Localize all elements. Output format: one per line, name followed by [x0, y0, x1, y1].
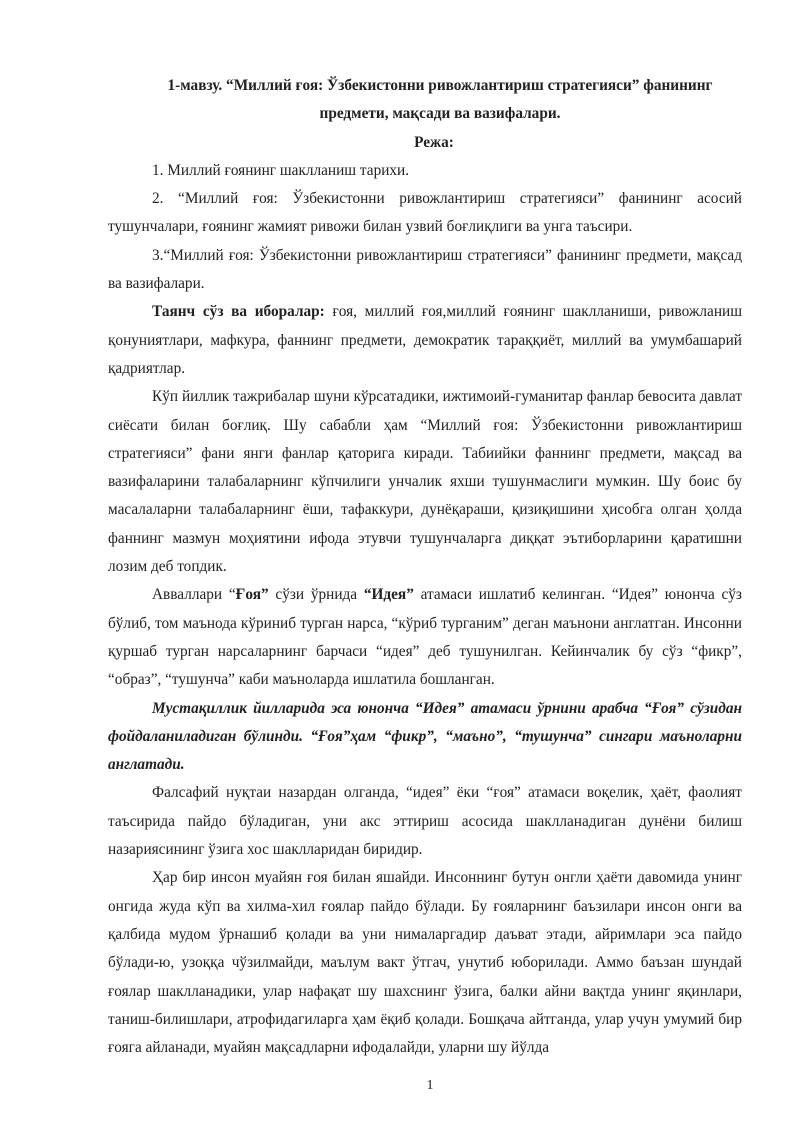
keywords-text: ғоя, миллий ғоя,миллий ғоянинг шаклланиши, ривожланиш қонуниятлари, мафкура, фаннинг предмети, демократик тараққиёт, миллий ва умумбашарий қадриятлар.	[108, 303, 742, 377]
keywords-paragraph	[108, 298, 742, 383]
plan-item-3: 3.“Миллий ғоя: Ўзбекистонни ривожлантириш стратегияси” фанининг предмети, мақсад ва вазифалари.	[108, 246, 742, 293]
paragraph-1: Кўп йиллик тажрибалар шуни кўрсатадики, ижтимоий-гуманитар фанлар бевосита давлат сиёсати билан боғлиқ. Шу сабабли ҳам “Миллий ғоя: Ўзбекистонни ривожлантириш стратегияси” фани янги фанлар қаторига киради. Табиийки фаннинг предмети, мақсад ва вазифаларини талабаларнинг кўпчилиги унчалик яхши тушунмаслиги мумкин. Шу боис бу масалаларни талабаларнинг ёши, тафаккури, дунёқараши, қизиқишини ҳисобга олган ҳолда фаннинг мазмун моҳиятини ифода этувчи тушунчаларга диққат эътиборларини қаратишни лозим деб топдик.	[108, 388, 742, 576]
plan-item-1: 1. Миллий ғоянинг шаклланиш тарихи.	[152, 161, 410, 179]
plan-item-2: 2. “Миллий ғоя: Ўзбекистонни ривожлантириш стратегияси” фанининг асосий тушунчалари, ғоянинг жамият ривожи билан узвий боғлиқлиги ва унга таъсири.	[108, 190, 742, 236]
p2-bold-1: Ғоя”	[235, 586, 269, 604]
paragraph-2	[108, 581, 742, 694]
p2-text-1: Авваллари “	[152, 586, 236, 604]
p2-text-2: сўзи ўрнида	[268, 586, 364, 604]
keywords-label: Таянч сўз ва иборалар:	[152, 303, 325, 321]
page-title: 1-мавзу. “Миллий ғоя: Ўзбекистонни ривожлантириш стратегияси” фанининг предмети, мақсади ва вазифалари.	[167, 77, 713, 123]
paragraph-3: Мустақиллик йилларида эса юнонча “Идея” атамаси ўрнини арабча “Ғоя” сўзидан фойдаланиладиган бўлинди. “Ғоя”ҳам “фикр”, “маъно”, “тушунча” сингари маъноларни англатади.	[108, 699, 742, 774]
p2-text-3: атамаси ишлатиб келинган. “Идея” юнонча сўз бўлиб, том маънода кўриниб турган нарса, “кўриб турганим” деган маънони англатган. Инсонни қуршаб турган нарсаларнинг барчаси “идея” деб тушунилган. Кейинчалик бу сўз “фикр”, “образ”, “тушунча” каби маъноларда ишлатила бошланган.	[108, 586, 742, 689]
page-number: 1	[426, 1078, 434, 1093]
plan-heading: Режа:	[414, 133, 454, 151]
paragraph-5: Ҳар бир инсон муайян ғоя билан яшайди. Инсоннинг бутун онгли ҳаёти давомида унинг онгида жуда кўп ва хилма-хил ғоялар пайдо бўлади. Бу ғояларнинг баъзилари инсон онги ва қалбида мудом ўрнашиб қолади ва уни нималаргадир даъват этади, айримлари эса пайдо бўлади-ю, узоққа чўзилмайди, маълум вакт ўтгач, унутиб юборилади. Аммо баъзан шундай ғоялар шаклланадики, улар нафақат шу шахснинг ўзига, балки айни вақтда унинг яқинлари, таниш-билишлари, атрофидагиларга ҳам ёқиб қолади. Бошқача айтганда, улар учун умумий бир ғояга айланади, муайян мақсадларни ифодалайди, уларни шу йўлда	[108, 869, 742, 1057]
p2-bold-2: “Идея”	[363, 586, 414, 604]
paragraph-4: Фалсафий нуқтаи назардан олганда, “идея” ёки “ғоя” атамаси воқелик, ҳаёт, фаолият таъсирида пайдо бўладиган, уни акс эттириш асосида шаклланадиган дунёни билиш назариясининг ўзига хос шаклларидан биридир.	[108, 784, 742, 859]
